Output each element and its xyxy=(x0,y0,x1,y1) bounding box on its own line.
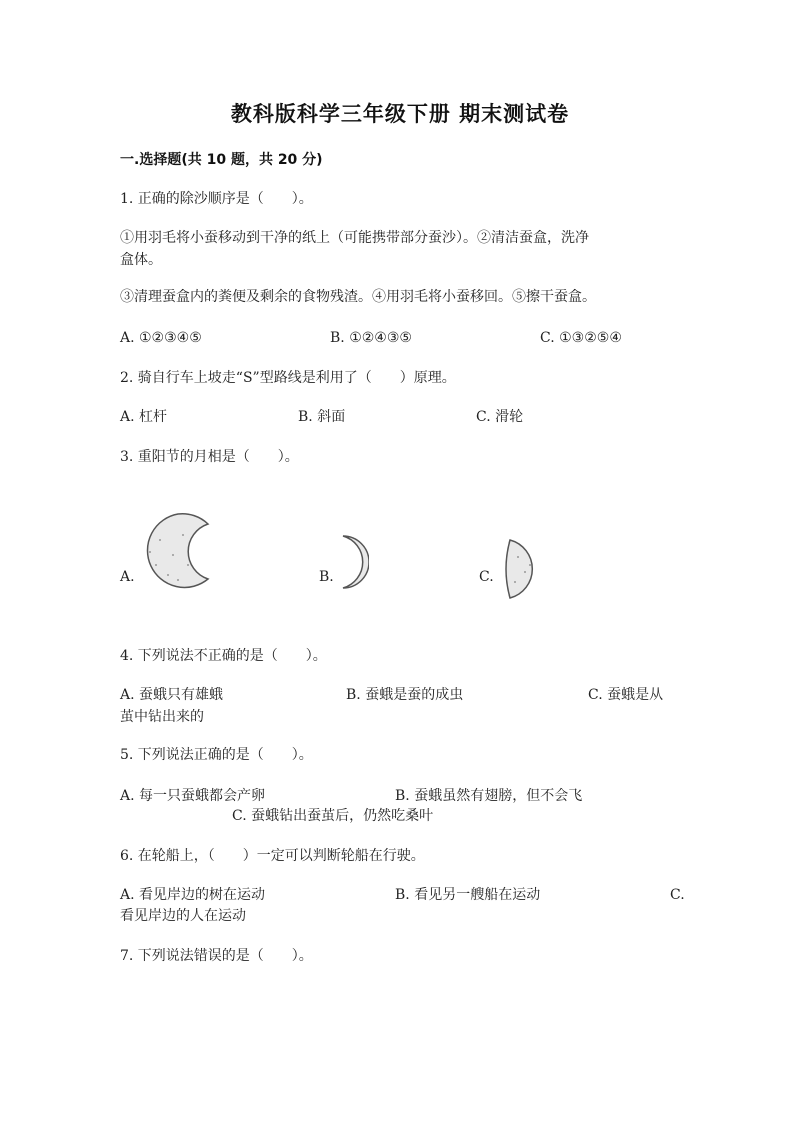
moon-phase-a-icon xyxy=(138,510,216,592)
question-1-note-2: ③清理蚕盒内的粪便及剩余的食物残渣。④用羽毛将小蚕移回。⑤擦干蚕盒。 xyxy=(120,289,596,305)
question-2-stem: 2. 骑自行车上坡走“S”型路线是利用了（ ）原理。 xyxy=(120,370,456,386)
question-5-stem: 5. 下列说法正确的是（ ）。 xyxy=(120,747,313,763)
question-6-option-c-cont[interactable]: 看见岸边的人在运动 xyxy=(120,908,246,924)
question-1-option-c[interactable]: C. ①③②⑤④ xyxy=(540,330,622,346)
question-1-note-1a: ①用羽毛将小蚕移动到干净的纸上（可能携带部分蚕沙）。②清洁蚕盒，洗净 xyxy=(120,230,589,246)
question-5-option-c[interactable]: C. 蚕蛾钻出蚕茧后，仍然吃桑叶 xyxy=(232,808,434,824)
moon-phase-c-icon xyxy=(500,537,542,601)
question-4-option-c-cont[interactable]: 茧中钻出来的 xyxy=(120,709,204,725)
question-2-option-b[interactable]: B. 斜面 xyxy=(298,409,346,425)
question-5-option-a[interactable]: A. 每一只蚕蛾都会产卵 xyxy=(120,788,266,804)
question-4-option-c[interactable]: C. 蚕蛾是从 xyxy=(588,687,664,703)
question-3-option-b[interactable]: B. xyxy=(319,569,334,585)
question-4-stem: 4. 下列说法不正确的是（ ）。 xyxy=(120,648,327,664)
question-6-stem: 6. 在轮船上，（ ）一定可以判断轮船在行驶。 xyxy=(120,848,425,864)
question-2-option-a[interactable]: A. 杠杆 xyxy=(120,409,168,425)
question-1-stem: 1. 正确的除沙顺序是（ ）。 xyxy=(120,191,313,207)
question-2-option-c[interactable]: C. 滑轮 xyxy=(476,409,524,425)
question-4-option-a[interactable]: A. 蚕蛾只有雄蛾 xyxy=(120,687,224,703)
question-1-option-b[interactable]: B. ①②④③⑤ xyxy=(330,330,412,346)
question-6-option-c[interactable]: C. xyxy=(670,887,685,903)
question-5-option-b[interactable]: B. 蚕蛾虽然有翅膀，但不会飞 xyxy=(395,788,583,804)
question-3-option-a[interactable]: A. xyxy=(120,569,135,585)
section-heading: 一.选择题(共 10 题，共 20 分) xyxy=(120,152,323,168)
question-6-option-b[interactable]: B. 看见另一艘船在运动 xyxy=(395,887,541,903)
question-1-note-1b: 盒体。 xyxy=(120,252,162,268)
question-3-option-c[interactable]: C. xyxy=(479,569,494,585)
page-title: 教科版科学三年级下册 期末测试卷 xyxy=(230,102,570,126)
question-6-option-a[interactable]: A. 看见岸边的树在运动 xyxy=(120,887,266,903)
question-7-stem: 7. 下列说法错误的是（ ）。 xyxy=(120,948,313,964)
question-4-option-b[interactable]: B. 蚕蛾是蚕的成虫 xyxy=(346,687,464,703)
moon-phase-b-icon xyxy=(337,532,369,592)
question-1-option-a[interactable]: A. ①②③④⑤ xyxy=(120,330,202,346)
question-3-stem: 3. 重阳节的月相是（ ）。 xyxy=(120,449,299,465)
